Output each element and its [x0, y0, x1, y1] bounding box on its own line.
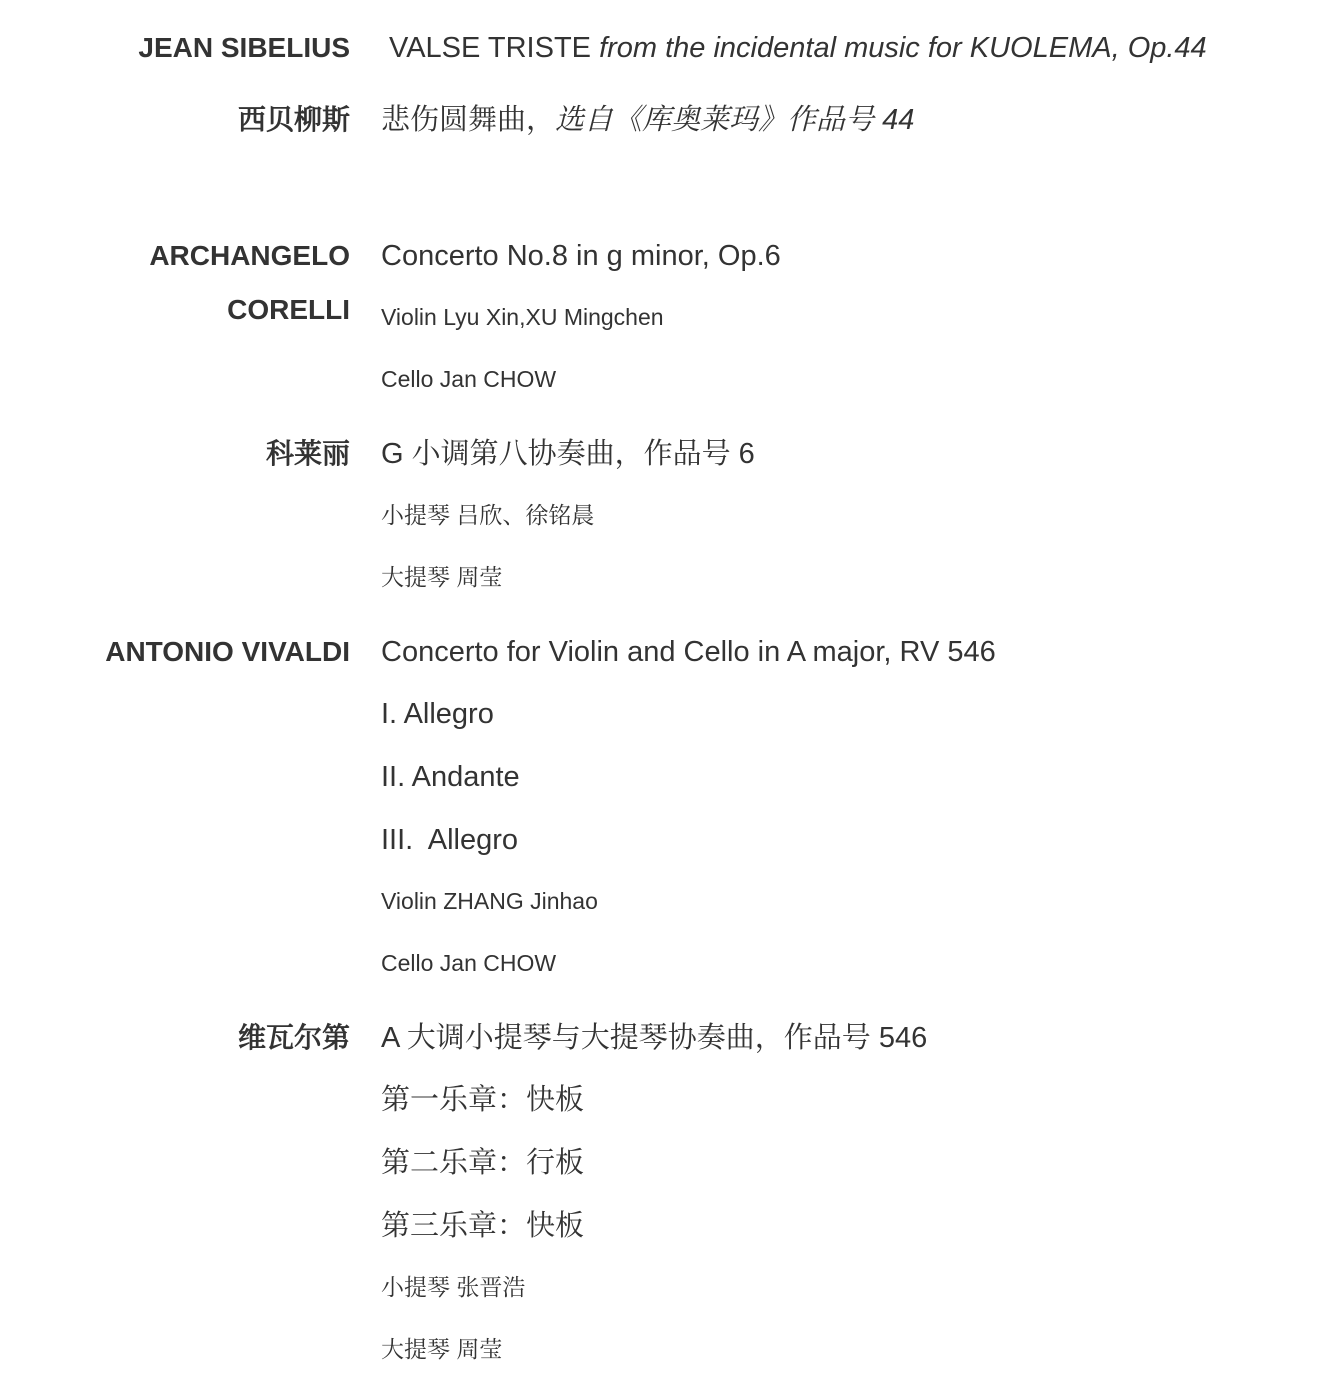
work-title-sibelius-cn: [381, 106, 914, 135]
movement-1-cn: 第一乐章：快板: [381, 1084, 585, 1116]
composer-vivaldi-en: ANTONIO VIVALDI: [105, 636, 350, 667]
composer-corelli-cn: 科莱丽: [265, 438, 350, 469]
movement-2-en: II. Andante: [381, 761, 520, 793]
performer-violin-vivaldi-en: Violin ZHANG Jinhao: [381, 888, 598, 914]
composer-corelli-en-line2: CORELLI: [227, 294, 350, 325]
composer-sibelius-cn: 西贝柳斯: [237, 104, 350, 135]
composer-sibelius-en: JEAN SIBELIUS: [138, 32, 350, 63]
performer-violin-corelli-en: Violin Lyu Xin,XU Mingchen: [381, 304, 664, 330]
performer-violin-vivaldi-cn: 小提琴 张晋浩: [381, 1274, 526, 1300]
performer-cello-corelli-en: Cello Jan CHOW: [381, 366, 557, 392]
performer-cello-vivaldi-cn: 大提琴 周莹: [381, 1336, 503, 1362]
work-title-sibelius-en: [389, 34, 1207, 63]
performer-violin-corelli-cn: 小提琴 吕欣、徐铭晨: [381, 502, 595, 528]
work-title-italic: from the incidental music for KUOLEMA, Op.44: [599, 32, 1207, 64]
work-title-vivaldi-en: Concerto for Violin and Cello in A major, RV 546: [381, 636, 996, 668]
movement-2-cn: 第二乐章：行板: [381, 1147, 585, 1179]
work-title-italic: 选自《库奥莱玛》作品号 44: [555, 104, 915, 136]
movement-1-en: I. Allegro: [381, 698, 494, 730]
work-title-plain: VALSE TRISTE: [389, 32, 600, 64]
work-title-plain: 悲伤圆舞曲，: [381, 104, 556, 136]
performer-cello-vivaldi-en: Cello Jan CHOW: [381, 950, 557, 976]
movement-3-cn: 第三乐章：快板: [381, 1210, 585, 1242]
work-title-corelli-cn: G 小调第八协奏曲，作品号 6: [381, 438, 755, 470]
work-title-vivaldi-cn: A 大调小提琴与大提琴协奏曲，作品号 546: [381, 1022, 928, 1054]
work-title-corelli-en: Concerto No.8 in g minor, Op.6: [381, 240, 781, 272]
performer-cello-corelli-cn: 大提琴 周莹: [381, 564, 503, 590]
composer-corelli-en-line1: ARCHANGELO: [149, 240, 350, 271]
composer-vivaldi-cn: 维瓦尔第: [237, 1022, 350, 1053]
movement-3-en: III. Allegro: [381, 824, 519, 856]
